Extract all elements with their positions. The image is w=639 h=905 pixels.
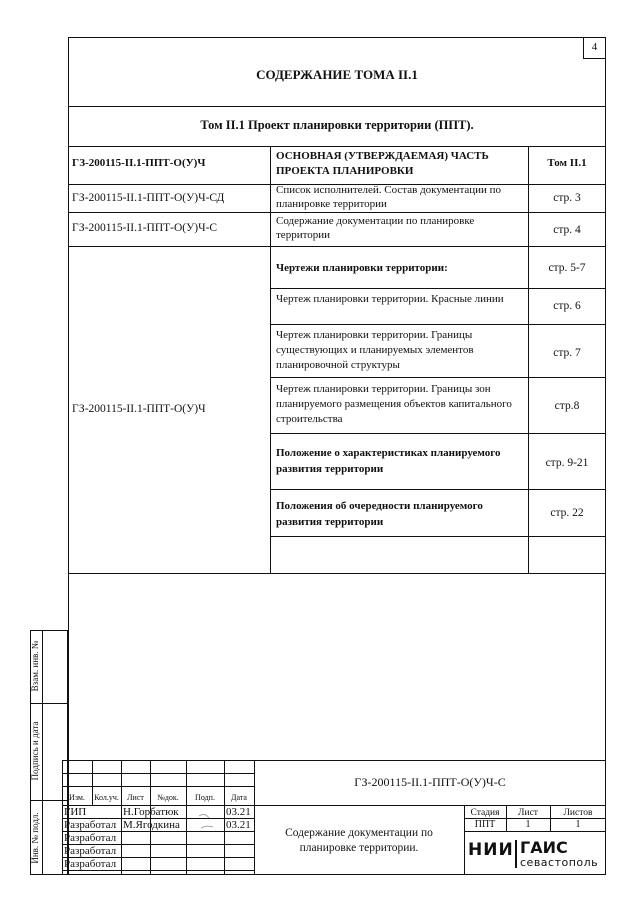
content-table bbox=[68, 146, 606, 573]
group-row-name: Положение о характеристиках планируемого развития территории bbox=[276, 447, 501, 475]
volume-title: Том II.1 Проект планировки территории (ППТ). bbox=[200, 118, 474, 132]
signer-name: Н.Горбатюк bbox=[123, 806, 179, 818]
group-row-page: стр. 6 bbox=[553, 300, 581, 312]
tb-col-izm: Изм. bbox=[69, 793, 85, 802]
group-row-name: Чертеж планировки территории. Красные линии bbox=[276, 293, 504, 305]
group-code: ГЗ-200115-II.1-ППТ-О(У)Ч bbox=[72, 403, 206, 415]
group-row-name: Положения об очередности планируемого развития территории bbox=[276, 500, 483, 528]
signer-name: М.Ягодкина bbox=[123, 819, 180, 831]
row-name: Список исполнителей. Состав документации по планировке территории bbox=[276, 184, 502, 210]
group-row-name: Чертежи планировки территории: bbox=[276, 262, 448, 274]
signer-date: 03.21 bbox=[226, 806, 251, 818]
tb-sheets-label: Листов bbox=[563, 808, 593, 818]
signer-role: Разработал bbox=[64, 845, 117, 857]
tb-col-list: Лист bbox=[127, 793, 144, 802]
tb-col-ndok: №док. bbox=[157, 793, 179, 802]
tb-sheet-label: Лист bbox=[518, 808, 538, 818]
tb-col-data: Дата bbox=[231, 793, 247, 802]
signer-role: Разработал bbox=[64, 858, 117, 870]
group-row-page: стр.8 bbox=[554, 400, 580, 412]
row-code: ГЗ-200115-II.1-ППТ-О(У)Ч-СД bbox=[72, 192, 225, 204]
signature-mark bbox=[197, 808, 219, 832]
tb-stage-value: ППТ bbox=[474, 819, 496, 830]
document-title: СОДЕРЖАНИЕ ТОМА II.1 bbox=[256, 67, 418, 82]
side-signature-date: Подпись и дата bbox=[30, 721, 40, 781]
tb-sheet-title: Содержание документации по планировке территории. bbox=[285, 827, 433, 854]
signer-role: ГИП bbox=[64, 806, 87, 818]
group-row-page: стр. 22 bbox=[550, 507, 584, 519]
row-page: стр. 3 bbox=[553, 192, 581, 204]
title-block bbox=[62, 760, 606, 875]
header-volume: Том II.1 bbox=[547, 157, 587, 169]
signer-role: Разработал bbox=[64, 819, 117, 831]
logo-gais: ГАИС bbox=[520, 838, 568, 857]
tb-stage-label: Стадия bbox=[470, 808, 500, 818]
tb-sheets-value: 1 bbox=[575, 819, 581, 830]
logo-nii: НИИ bbox=[468, 840, 514, 860]
tb-col-koluch: Кол.уч. bbox=[94, 793, 119, 802]
row-code: ГЗ-200115-II.1-ППТ-О(У)Ч-С bbox=[72, 222, 218, 234]
header-code: ГЗ-200115-II.1-ППТ-О(У)Ч bbox=[72, 157, 206, 169]
group-row-page: стр. 5-7 bbox=[548, 262, 586, 274]
header-part: ОСНОВНАЯ (УТВЕРЖДАЕМАЯ) ЧАСТЬ ПРОЕКТА ПЛАНИРОВКИ bbox=[276, 150, 489, 177]
row-page: стр. 4 bbox=[553, 224, 581, 236]
signer-role: Разработал bbox=[64, 832, 117, 844]
group-row-name: Чертеж планировки территории. Границы зон планируемого размещения объектов капитального строительства bbox=[276, 383, 512, 425]
group-row-page: стр. 9-21 bbox=[545, 457, 589, 469]
logo-divider bbox=[515, 840, 517, 868]
tb-col-podp: Подп. bbox=[195, 793, 215, 802]
row-name: Содержание документации по планировке территории bbox=[276, 215, 475, 241]
tb-doc-code: ГЗ-200115-II.1-ППТ-О(У)Ч-С bbox=[354, 775, 506, 789]
side-inv-original: Инв. № подл. bbox=[30, 812, 40, 864]
group-row-name: Чертеж планировки территории. Границы существующих и планируемых элементов планировочной структуры bbox=[276, 329, 474, 371]
logo-city: севастополь bbox=[520, 856, 599, 869]
side-inv-replace: Взам. инв. № bbox=[30, 640, 40, 692]
tb-sheet-value: 1 bbox=[525, 819, 531, 830]
title-divider bbox=[68, 106, 606, 107]
group-row-page: стр. 7 bbox=[553, 347, 581, 359]
signer-date: 03.21 bbox=[226, 819, 251, 831]
sheet-number: 4 bbox=[591, 41, 598, 53]
